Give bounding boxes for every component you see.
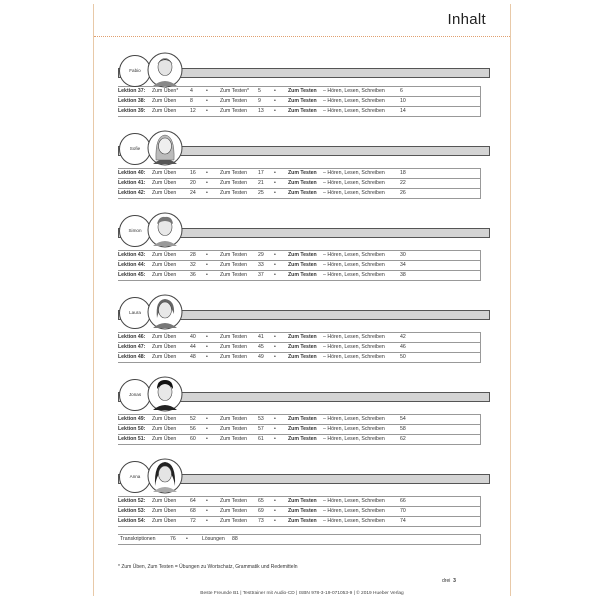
lesson-row: Lektion 48: Zum Üben 48 • Zum Testen 49 • Zum Testen – Hören, Lesen, Schreiben 50 [118, 352, 481, 363]
transkriptionen-label: Transkriptionen [120, 536, 156, 542]
portrait-anna [147, 458, 183, 494]
lesson-row: Lektion 37: Zum Üben* 4 • Zum Testen* 5 • Zum Testen – Hören, Lesen, Schreiben 6 [118, 86, 481, 97]
imprint: Beste Freunde B1 | Testtrainer mit Audio-CD | ISBN 978-3-19-071053-9 | © 2019 Hueber Verlag [200, 591, 404, 596]
lesson-row: Lektion 43: Zum Üben 28 • Zum Testen 29 • Zum Testen – Hören, Lesen, Schreiben 30 [118, 250, 481, 261]
lesson-row: Lektion 40: Zum Üben 16 • Zum Testen 17 • Zum Testen – Hören, Lesen, Schreiben 18 [118, 168, 481, 179]
lesson-row: Lektion 44: Zum Üben 32 • Zum Testen 33 • Zum Testen – Hören, Lesen, Schreiben 34 [118, 260, 481, 271]
page-title: Inhalt [447, 11, 486, 28]
character-name: Laura [129, 310, 141, 315]
footnote: * Zum Üben, Zum Testen = Übungen zu Wortschatz, Grammatik und Redemitteln [118, 564, 298, 570]
character-name: Anna [129, 474, 141, 479]
portrait-laura [147, 294, 183, 330]
dotted-divider [94, 36, 510, 37]
portrait-jonas [147, 376, 183, 412]
loesungen-label: Lösungen [202, 536, 225, 542]
lesson-row: Lektion 50: Zum Üben 56 • Zum Testen 57 • Zum Testen – Hören, Lesen, Schreiben 58 [118, 424, 481, 435]
portrait-sofie [147, 130, 183, 166]
lesson-row: Lektion 45: Zum Üben 36 • Zum Testen 37 • Zum Testen – Hören, Lesen, Schreiben 38 [118, 270, 481, 281]
character-name: Sofie [129, 146, 141, 151]
toc-page [93, 4, 511, 596]
lesson-row: Lektion 53: Zum Üben 68 • Zum Testen 69 • Zum Testen – Hören, Lesen, Schreiben 70 [118, 506, 481, 517]
unit-header-anna [118, 458, 510, 494]
transkriptionen-page: 76 [170, 536, 176, 542]
lesson-row: Lektion 46: Zum Üben 40 • Zum Testen 41 • Zum Testen – Hören, Lesen, Schreiben 42 [118, 332, 481, 343]
lesson-row: Lektion 39: Zum Üben 12 • Zum Testen 13 • Zum Testen – Hören, Lesen, Schreiben 14 [118, 106, 481, 117]
character-name: Fabio [129, 68, 141, 73]
lesson-row: Lektion 52: Zum Üben 64 • Zum Testen 65 • Zum Testen – Hören, Lesen, Schreiben 66 [118, 496, 481, 507]
loesungen-page: 88 [232, 536, 238, 542]
lesson-row: Lektion 47: Zum Üben 44 • Zum Testen 45 • Zum Testen – Hören, Lesen, Schreiben 46 [118, 342, 481, 353]
unit-header-fabio [118, 52, 510, 88]
unit-header-sofie [118, 130, 510, 166]
unit-header-simon [118, 212, 510, 248]
page-number: drei 3 [442, 578, 456, 584]
unit-header-laura [118, 294, 510, 330]
lesson-row: Lektion 41: Zum Üben 20 • Zum Testen 21 • Zum Testen – Hören, Lesen, Schreiben 22 [118, 178, 481, 189]
lesson-row: Lektion 51: Zum Üben 60 • Zum Testen 61 • Zum Testen – Hören, Lesen, Schreiben 62 [118, 434, 481, 445]
extras-row: Transkriptionen 76 • Lösungen 88 [118, 534, 481, 545]
character-name: Simon [128, 228, 142, 233]
lesson-row: Lektion 38: Zum Üben 8 • Zum Testen 9 • Zum Testen – Hören, Lesen, Schreiben 10 [118, 96, 481, 107]
portrait-simon [147, 212, 183, 248]
portrait-fabio [147, 52, 183, 88]
character-name: Jonas [128, 392, 142, 397]
lesson-row: Lektion 49: Zum Üben 52 • Zum Testen 53 • Zum Testen – Hören, Lesen, Schreiben 54 [118, 414, 481, 425]
lesson-row: Lektion 42: Zum Üben 24 • Zum Testen 25 • Zum Testen – Hören, Lesen, Schreiben 26 [118, 188, 481, 199]
lesson-row: Lektion 54: Zum Üben 72 • Zum Testen 73 • Zum Testen – Hören, Lesen, Schreiben 74 [118, 516, 481, 527]
unit-header-jonas [118, 376, 510, 412]
